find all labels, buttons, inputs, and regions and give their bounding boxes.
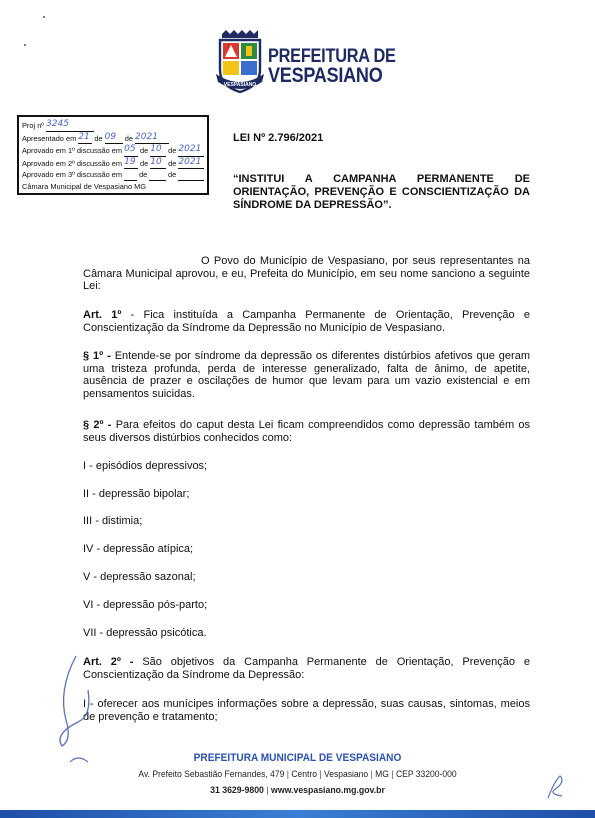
article-1 — [83, 309, 530, 334]
municipal-coat-of-arms-logo — [216, 30, 264, 96]
stamp-de: de — [124, 133, 133, 143]
stamp-de: de — [168, 158, 177, 168]
list-item: IV - depressão atípica; — [83, 543, 194, 555]
footer-phone: 31 3629-9800 — [210, 784, 264, 795]
stamp-month: 10 — [150, 144, 166, 157]
article-2-label: Art. 2º - — [83, 656, 134, 668]
stamp-disc3-label: Aprovado em 3º discussão em — [22, 170, 123, 180]
brand-line-1: PREFEITURA DE — [268, 46, 396, 67]
list-item: VII - depressão psicótica. — [83, 627, 207, 639]
stamp-blank — [149, 171, 166, 181]
stamp-day: 19 — [124, 157, 138, 170]
stamp-year: 2021 — [178, 157, 204, 170]
law-number: LEI Nº 2.796/2021 — [233, 132, 324, 144]
brand-line-2: VESPASIANO — [268, 64, 383, 87]
list-item: I - episódios depressivos; — [83, 460, 208, 472]
stamp-proj-label: Proj nº — [22, 121, 45, 130]
scan-dot — [24, 44, 26, 46]
stamp-de: de — [167, 170, 177, 180]
paragraph-2-text: Para efeitos do caput desta Lei ficam compreendidos como depressão também os seus diversos distúrbios conhecidos como: — [83, 419, 530, 444]
list-item: III - distimia; — [83, 515, 143, 527]
list-item: II - depressão bipolar; — [83, 488, 190, 500]
stamp-year: 2021 — [178, 144, 204, 157]
stamp-proj-value: 3245 — [46, 119, 94, 132]
stamp-de: de — [94, 133, 103, 143]
footer-address: Av. Prefeito Sebastião Fernandes, 479 | Centro | Vespasiano | MG | CEP 33200-000 — [138, 769, 457, 779]
stamp-day: 05 — [124, 144, 138, 157]
stamp-de: de — [168, 146, 177, 156]
footer-title: PREFEITURA MUNICIPAL DE VESPASIANO — [193, 752, 402, 764]
legislative-stamp — [17, 115, 209, 195]
paragraph-2-label: § 2º - — [83, 419, 112, 431]
stamp-year: 2021 — [135, 132, 169, 145]
stamp-apresentado-label: Apresentado em — [22, 133, 77, 143]
stamp-blank — [124, 171, 137, 181]
paragraph-1-text: Entende-se por síndrome da depressão os diferentes distúrbios afetivos que geram uma tristeza profunda, perda de interesse generalizado, falta de ânimo, de apetite, ausência de prazer e oscilações de humor que levam para um vazio existencial e em pensamentos suicidas. — [83, 350, 530, 400]
stamp-camara: Câmara Municipal de Vespasiano MG — [22, 181, 147, 191]
footer-street: Av. Prefeito Sebastião Fernandes, 479 — [138, 769, 285, 779]
footer-state: MG — [375, 769, 389, 779]
stamp-month: 09 — [105, 132, 123, 145]
logo-ribbon-text: VESPASIANO — [223, 82, 257, 88]
law-ementa: “INSTITUI A CAMPANHA PERMANENTE DE ORIENTAÇÃO, PREVENÇÃO E CONSCIENTIZAÇÃO DA SÍNDROME DA DEPRESSÃO”. — [233, 173, 530, 211]
article-1-label: Art. 1º — [83, 309, 122, 321]
stamp-month: 10 — [150, 157, 166, 170]
footer-contact: 31 3629-9800 | www.vespasiano.mg.gov.br — [210, 784, 385, 795]
paragraph-2 — [83, 419, 530, 444]
stamp-disc1-label: Aprovado em 1º discussão em — [22, 146, 123, 156]
list-item: VI - depressão pós-parto; — [83, 599, 208, 611]
scan-dot — [43, 16, 45, 18]
footer-city: Vespasiano — [324, 769, 369, 779]
list-item: V - depressão sazonal; — [83, 571, 196, 583]
article-2-item-1: I - oferecer aos munícipes informações sobre a depressão, suas causas, sintomas, meios de prevenção e tratamento; — [83, 698, 530, 723]
article-2 — [83, 656, 530, 681]
stamp-blank — [178, 171, 204, 181]
stamp-de: de — [139, 170, 148, 180]
article-2-text: São objetivos da Campanha Permanente de Orientação, Prevenção e Conscientização da Síndrome da Depressão: — [83, 656, 530, 681]
stamp-disc2-label: Aprovado em 2º discussão em — [22, 158, 123, 168]
preamble: O Povo do Município de Vespasiano, por seus representantes na Câmara Municipal aprovou, e eu, Prefeita do Município, em seu nome sanciono a seguinte Lei: — [83, 255, 530, 293]
stamp-de: de — [139, 158, 149, 168]
footer-color-bar — [0, 810, 595, 818]
footer-website-link[interactable]: www.vespasiano.mg.gov.br — [271, 784, 385, 795]
paragraph-1 — [83, 350, 530, 400]
footer-district: Centro — [291, 769, 318, 779]
article-1-text: - Fica instituída a Campanha Permanente de Orientação, Prevenção e Conscientização da Síndrome da Depressão no Município de Vespasiano. — [83, 309, 530, 334]
stamp-de: de — [139, 146, 149, 156]
stamp-day: 21 — [78, 132, 92, 145]
footer-cep: CEP 33200-000 — [395, 769, 457, 779]
paragraph-1-label: § 1º - — [83, 350, 111, 362]
